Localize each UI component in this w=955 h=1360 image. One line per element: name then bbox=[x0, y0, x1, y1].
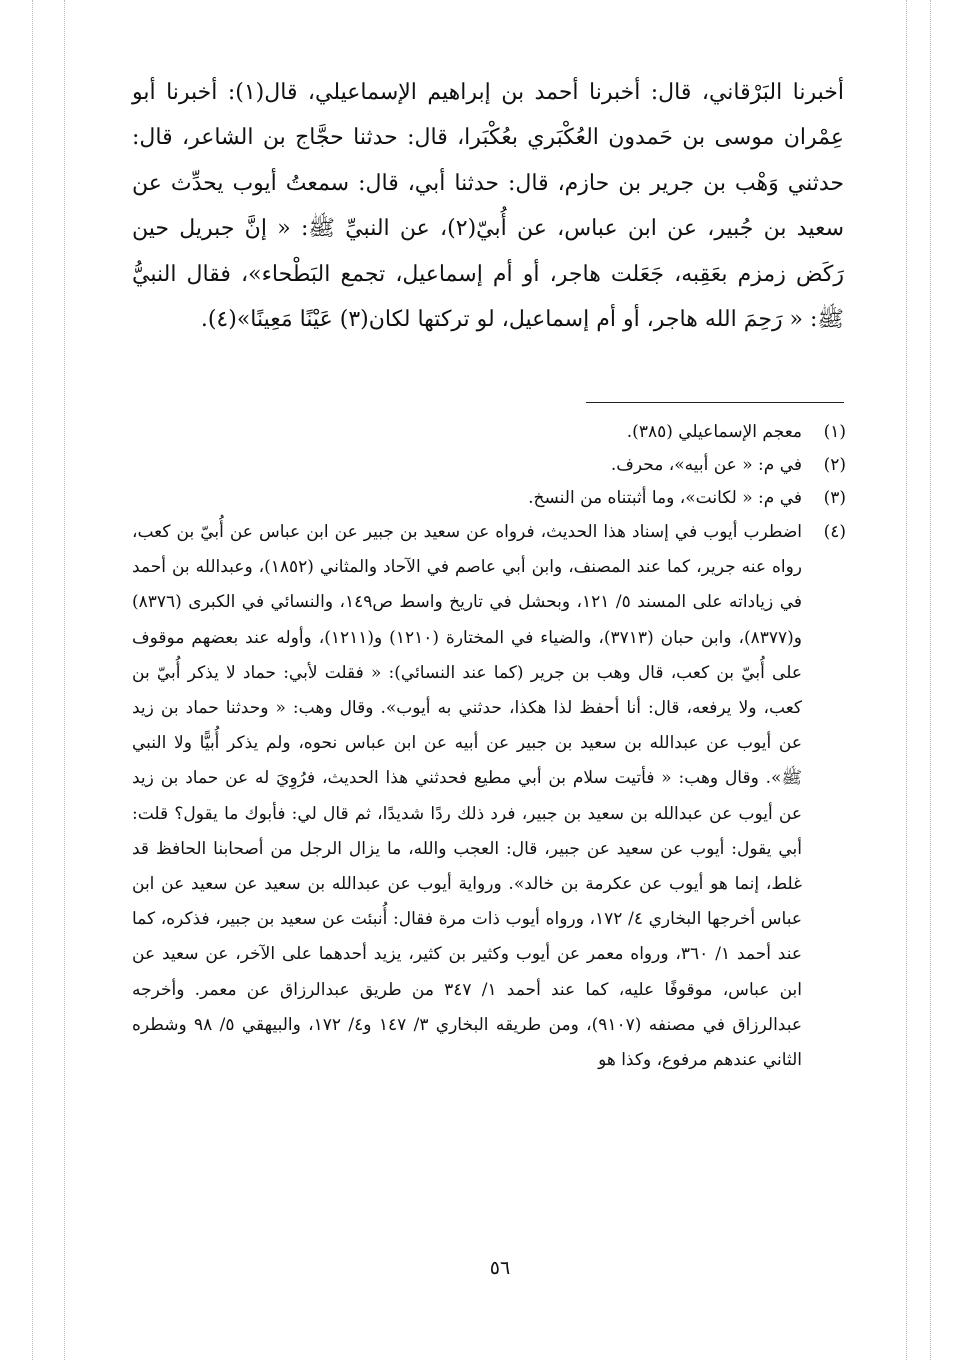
footnote-1 bbox=[132, 416, 846, 449]
footnote-2 bbox=[132, 449, 846, 482]
footnote-text: معجم الإسماعيلي (٣٨٥). bbox=[626, 422, 802, 442]
footnote-text: في م: « لكانت»، وما أثبتناه من النسخ. bbox=[528, 488, 802, 508]
margin-dotted-line bbox=[906, 0, 907, 1360]
footnote-3 bbox=[132, 482, 846, 515]
footnote-divider bbox=[586, 402, 844, 403]
main-text-block bbox=[132, 70, 844, 342]
footnote-4 bbox=[132, 515, 846, 1078]
footnote-number: (١) bbox=[823, 422, 846, 442]
footnote-text: اضطرب أيوب في إسناد هذا الحديث، فرواه عن سعيد بن جبير عن ابن عباس عن أُبيّ بن كعب، رواه عنه جرير، كما عند المصنف، وابن أبي عاصم في الآحاد والمثاني (١٨٥٢)، وعبدالله بن أحمد في زياداته على المسند ٥/ ١٢١، وبحشل في تاريخ واسط ص١٤٩، والنسائي في الكبرى (٨٣٧٦) و(٨٣٧٧)، وابن حبان (٣٧١٣)، والضياء في المختارة (١٢١٠) و(١٢١١)، وأوله عند بعضهم موقوف على أُبيّ بن كعب، قال وهب بن جرير (كما عند النسائي): « فقلت لأبي: حماد لا يذكر أُبيّ بن كعب، ولا يرفعه، قال: أنا أحفظ لذا هكذا، حدثني به أيوب». وقال وهب: « وحدثنا حماد بن زيد عن أيوب عن عبدالله بن سعيد بن جبير عن أبيه عن ابن عباس نحوه، ولم يذكر أُبيًّا ولا النبي ﷺ». وقال وهب: « فأتيت سلام بن أبي مطيع فحدثني هذا الحديث، فرُوِيَ له عن حماد بن زيد عن أيوب عن عبدالله بن سعيد بن جبير، فرد ذلك ردًا شديدًا، ثم قال لي: فأبوك ما يقول؟ قلت: أبي يقول: أيوب عن سعيد عن جبير، قال: العجب والله، ما يزال الرجل من أصحابنا الحافظ قد غلط، إنما هو أيوب عن عكرمة بن خالد». ورواية أيوب عن عبدالله بن سعيد عن سعيد عن ابن عباس أخرجها البخاري ٤/ ١٧٢، ورواه أيوب ذات مرة فقال: أُنبئت عن سعيد بن جبير، فذكره، كما عند أحمد ١/ ٣٦٠، ورواه معمر عن أيوب وكثير بن كثير، يزيد أحدهما على الآخر، عن سعيد عن ابن عباس، موقوفًا عليه، كما عند أحمد ١/ ٣٤٧ من طريق عبدالرزاق عن معمر. وأخرجه عبدالرزاق في مصنفه (٩١٠٧)، ومن طريقه البخاري ٣/ ١٤٧ و٤/ ١٧٢، والبيهقي ٥/ ٩٨ وشطره الثاني عندهم مرفوع، وكذا هو bbox=[132, 522, 802, 1071]
footnote-number: (٢) bbox=[823, 455, 846, 475]
page-number: ٥٦ bbox=[489, 1257, 511, 1279]
footnote-number: (٣) bbox=[823, 488, 846, 508]
hadith-paragraph: أخبرنا البَرْقاني، قال: أخبرنا أحمد بن إبراهيم الإسماعيلي، قال(١): أخبرنا أبو عِمْران موسى بن حَمدون العُكْبَري بعُكْبَرا، قال: حدثنا حجَّاج بن الشاعر، قال: حدثني وَهْب بن جرير بن حازم، قال: حدثنا أبي، قال: سمعتُ أيوب يحدِّث عن سعيد بن جُبير، عن ابن عباس، عن أُبيّ(٢)، عن النبيِّ ﷺ: « إنَّ جبريل حين رَكَض زمزم بعَقِبه، جَعَلت هاجر، أو أم إسماعيل، تجمع البَطْحاء»، فقال النبيُّ ﷺ: « رَحِمَ الله هاجر، أو أم إسماعيل، لو تركتها لكان(٣) عَيْنًا مَعِينًا»(٤). bbox=[132, 80, 844, 333]
footnote-text: في م: « عن أبيه»، محرف. bbox=[610, 455, 802, 475]
footnotes bbox=[132, 416, 846, 1078]
margin-dotted-line bbox=[64, 0, 65, 1360]
footnote-number: (٤) bbox=[823, 522, 846, 542]
margin-dotted-line bbox=[930, 0, 931, 1360]
margin-dotted-line bbox=[32, 0, 33, 1360]
